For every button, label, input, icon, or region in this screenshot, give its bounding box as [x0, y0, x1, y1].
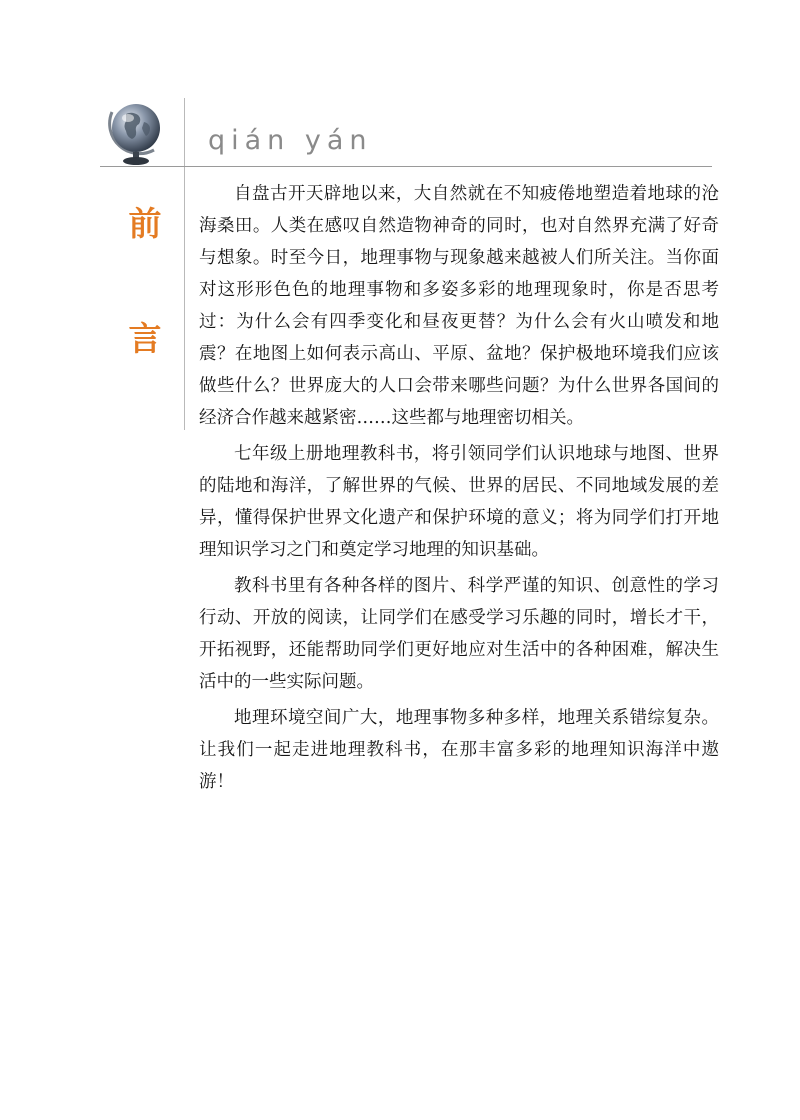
paragraph: 七年级上册地理教科书，将引领同学们认识地球与地图、世界的陆地和海洋，了解世界的气候、世界的居民、不同地域发展的差异，懂得保护世界文化遗产和保护环境的意义；将为同学们打开地理知识学习之门和奠定学习地理的知识基础。 — [199, 444, 719, 560]
paragraph: 地理环境空间广大，地理事物多种多样，地理关系错综复杂。让我们一起走进地理教科书，在那丰富多彩的地理知识海洋中遨游！ — [199, 708, 719, 792]
globe-icon — [104, 98, 168, 168]
preface-body — [199, 178, 719, 802]
paragraph: 教科书里有各种各样的图片、科学严谨的知识、创意性的学习行动、开放的阅读，让同学们在感受学习乐趣的同时，增长才干，开拓视野，还能帮助同学们更好地应对生活中的各种困难，解决生活中的一些实际问题。 — [199, 576, 719, 692]
title-char-yan: 言 — [128, 319, 162, 358]
paragraph: 自盘古开天辟地以来，大自然就在不知疲倦地塑造着地球的沧海桑田。人类在感叹自然造物神奇的同时，也对自然界充满了好奇与想象。时至今日，地理事物与现象越来越被人们所关注。当你面对这形形色色的地理事物和多姿多彩的地理现象时，你是否思考过：为什么会有四季变化和昼夜更替？为什么会有火山喷发和地震？在地图上如何表示高山、平原、盆地？保护极地环境我们应该做些什么？世界庞大的人口会带来哪些问题？为什么世界各国间的经济合作越来越紧密……这些都与地理密切相关。 — [199, 184, 719, 428]
vertical-divider — [184, 98, 185, 430]
title-char-qian: 前 — [128, 204, 162, 243]
header-divider — [100, 166, 712, 167]
pinyin-heading: qián yán — [208, 125, 373, 156]
